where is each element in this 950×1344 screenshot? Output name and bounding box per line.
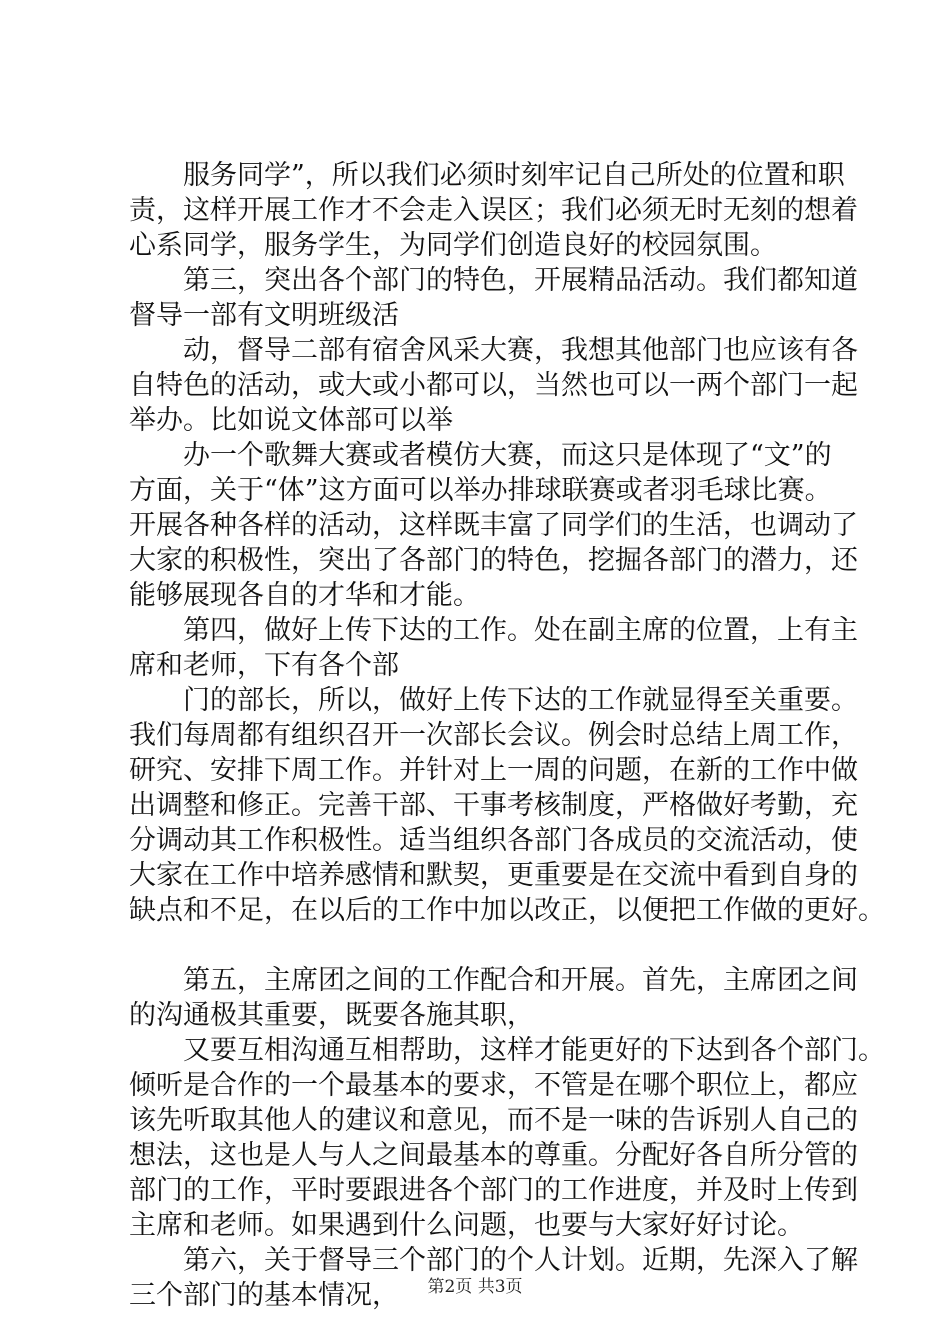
text-line: 督导一部有文明班级活 <box>129 300 399 331</box>
text-line: 想法，这也是人与人之间最基本的尊重。分配好各自所分管的 <box>129 1140 858 1171</box>
text-line: 缺点和不足，在以后的工作中加以改正，以便把工作做的更好。 <box>129 895 885 926</box>
text-line: 我们每周都有组织召开一次部长会议。例会时总结上周工作， <box>129 720 858 751</box>
text-line: 分调动其工作积极性。适当组织各部门各成员的交流活动，使 <box>129 825 858 856</box>
text-line: 倾听是合作的一个最基本的要求，不管是在哪个职位上，都应 <box>129 1070 858 1101</box>
text-line: 的沟通极其重要，既要各施其职， <box>129 1000 534 1031</box>
text-line: 能够展现各自的才华和才能。 <box>129 580 480 611</box>
text-line: 又要互相沟通互相帮助，这样才能更好的下达到各个部门。 <box>183 1035 885 1066</box>
text-line: 心系同学，服务学生，为同学们创造良好的校园氛围。 <box>129 230 777 261</box>
text-line: 服务同学”，所以我们必须时刻牢记自己所处的位置和职 <box>183 160 845 191</box>
text-line: 动，督导二部有宿舍风采大赛，我想其他部门也应该有各 <box>183 335 858 366</box>
text-line: 主席和老师。如果遇到什么问题，也要与大家好好讨论。 <box>129 1210 804 1241</box>
text-line: 第五，主席团之间的工作配合和开展。首先，主席团之间 <box>183 965 858 996</box>
text-line: 三个部门的基本情况， <box>129 1280 399 1311</box>
text-line: 门的部长，所以，做好上传下达的工作就显得至关重要。 <box>183 685 858 716</box>
text-line: 该先听取其他人的建议和意见，而不是一味的告诉别人自己的 <box>129 1105 858 1136</box>
text-line: 举办。比如说文体部可以举 <box>129 405 453 436</box>
text-line: 大家的积极性，突出了各部门的特色，挖掘各部门的潜力，还 <box>129 545 858 576</box>
text-line: 席和老师，下有各个部 <box>129 650 399 681</box>
text-line: 研究、安排下周工作。并针对上一周的问题，在新的工作中做 <box>129 755 858 786</box>
text-line: 自特色的活动，或大或小都可以，当然也可以一两个部门一起 <box>129 370 858 401</box>
paragraph-gap <box>129 928 869 963</box>
text-line: 第四，做好上传下达的工作。处在副主席的位置，上有主 <box>183 615 858 646</box>
text-line: 大家在工作中培养感情和默契，更重要是在交流中看到自身的 <box>129 860 858 891</box>
text-line: 办一个歌舞大赛或者模仿大赛，而这只是体现了“文”的 <box>183 440 832 471</box>
text-line: 出调整和修正。完善干部、干事考核制度，严格做好考勤，充 <box>129 790 858 821</box>
text-line: 开展各种各样的活动，这样既丰富了同学们的生活，也调动了 <box>129 510 858 541</box>
text-line: 部门的工作，平时要跟进各个部门的工作进度，并及时上传到 <box>129 1175 858 1206</box>
document-body <box>129 158 885 1313</box>
page-footer: 第2页 共3页 <box>427 1277 523 1297</box>
text-line: 方面，关于“体”这方面可以举办排球联赛或者羽毛球比赛。 <box>129 475 832 506</box>
text-line: 第六，关于督导三个部门的个人计划。近期，先深入了解 <box>183 1245 858 1276</box>
text-line: 第三，突出各个部门的特色，开展精品活动。我们都知道 <box>183 265 858 296</box>
text-line: 责，这样开展工作才不会走入误区；我们必须无时无刻的想着 <box>129 195 858 226</box>
